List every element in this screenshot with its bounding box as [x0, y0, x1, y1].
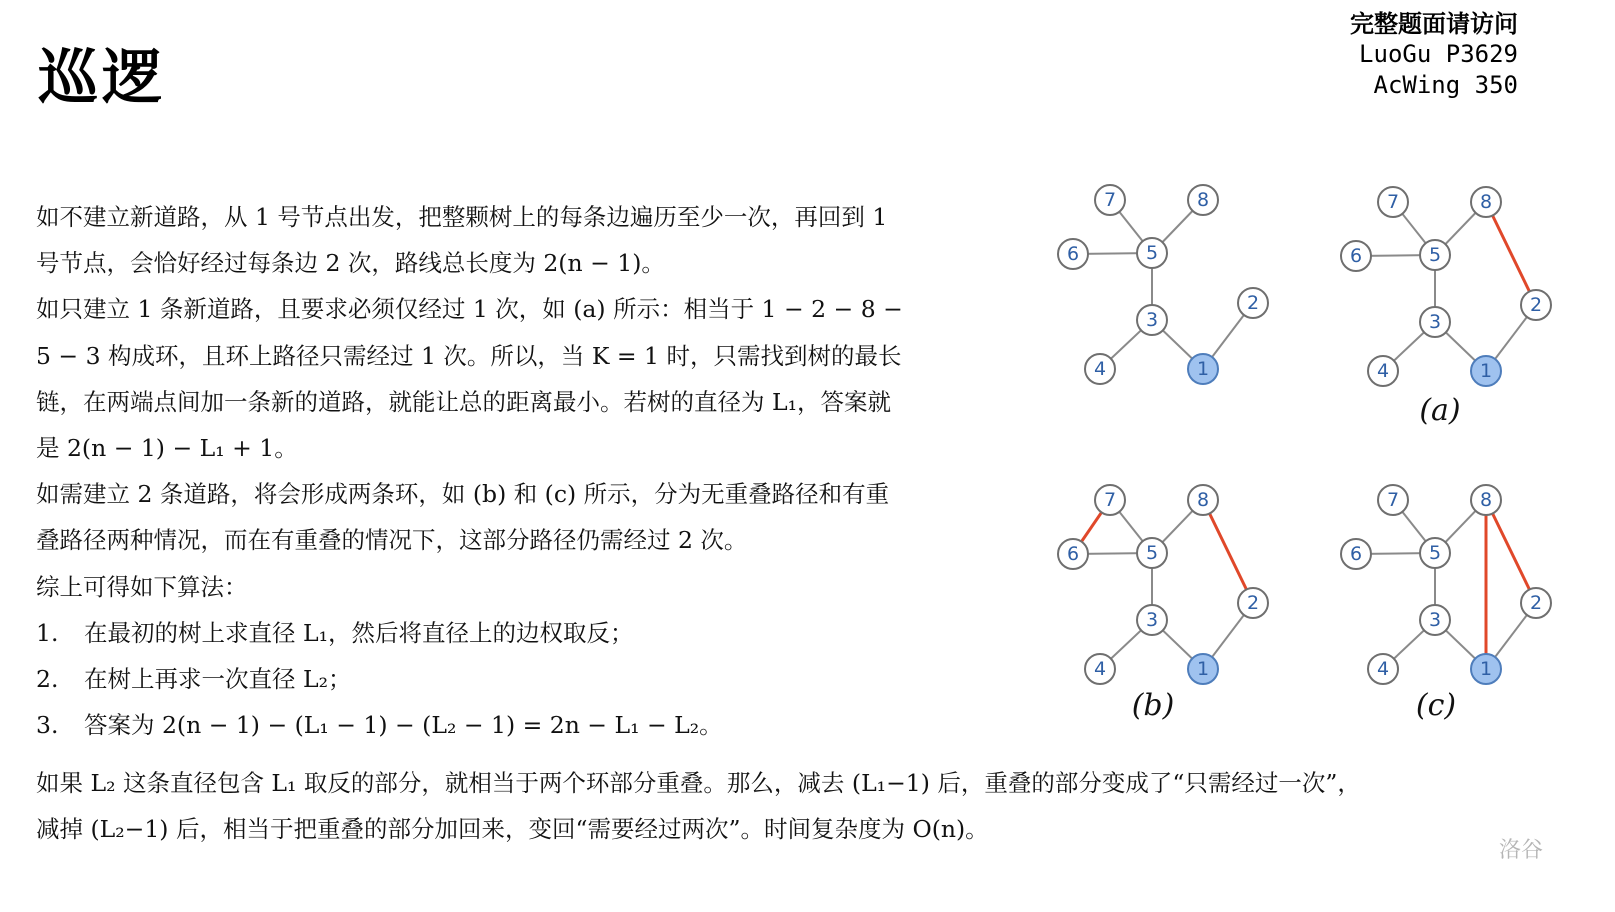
- tree-node: [1521, 290, 1551, 320]
- reference-luogu: LuoGu P3629: [1359, 40, 1518, 68]
- text-line: 如不建立新道路，从 1 号节点出发，把整颗树上的每条边遍历至少一次，再回到 1: [36, 203, 888, 231]
- tree-panel: [1341, 187, 1551, 428]
- tree-node: [1188, 185, 1218, 215]
- tree-node: [1471, 187, 1501, 217]
- step-number: 2.: [36, 665, 59, 694]
- tree-node: [1095, 185, 1125, 215]
- text-line: 是 2(n − 1) − L₁ + 1。: [36, 434, 298, 463]
- step-text: 答案为 2(n − 1) − (L₁ − 1) − (L₂ − 1) = 2n − L₁ − L₂。: [84, 711, 723, 740]
- new-road-edge: [1203, 500, 1253, 603]
- algorithm-step-1: [36, 610, 996, 656]
- node-label: 4: [1376, 360, 1390, 382]
- new-road-edge: [1486, 202, 1536, 305]
- tree-node: [1238, 588, 1268, 618]
- text-line: 链，在两端点间加一条新的道路，就能让总的距离最小。若树的直径为 L₁，答案就: [36, 387, 891, 416]
- node-label: 5: [1428, 542, 1442, 564]
- node-label: 5: [1145, 542, 1159, 564]
- diagram-caption: (a): [1419, 393, 1461, 428]
- node-label: 4: [1093, 658, 1107, 680]
- tree-node: [1137, 238, 1167, 268]
- problem-reference: [1350, 8, 1518, 101]
- watermark-logo: 洛谷: [1498, 838, 1543, 863]
- node-label: 6: [1066, 243, 1080, 265]
- node-label: 8: [1479, 191, 1493, 213]
- node-label: 8: [1479, 489, 1493, 511]
- tree-node: [1095, 485, 1125, 515]
- node-label: 2: [1529, 294, 1543, 316]
- page-title: 巡逻: [38, 43, 166, 113]
- node-label: 8: [1196, 189, 1210, 211]
- node-label: 3: [1428, 609, 1442, 631]
- node-label: 7: [1386, 489, 1400, 511]
- node-label: 7: [1103, 189, 1117, 211]
- tree-node: [1378, 485, 1408, 515]
- node-label: 2: [1246, 292, 1260, 314]
- tree-node: [1238, 288, 1268, 318]
- tree-node: [1188, 485, 1218, 515]
- tree-node: [1368, 356, 1398, 386]
- node-label: 5: [1428, 244, 1442, 266]
- tree-node: [1341, 539, 1371, 569]
- algorithm-step-2: [36, 656, 996, 702]
- tree-diagrams: [1040, 170, 1580, 750]
- node-label: 3: [1145, 609, 1159, 631]
- node-label: 3: [1428, 311, 1442, 333]
- tree-panel: [1058, 185, 1268, 384]
- tree-node: [1137, 305, 1167, 335]
- tree-node: [1137, 538, 1167, 568]
- tree-node: [1137, 605, 1167, 635]
- text-line: 号节点，会恰好经过每条边 2 次，路线总长度为 2(n − 1)。: [36, 249, 665, 278]
- new-road-edge: [1486, 500, 1536, 603]
- tree-node: [1188, 354, 1218, 384]
- tree-node: [1521, 588, 1551, 618]
- tree-node: [1085, 354, 1115, 384]
- tree-node: [1341, 241, 1371, 271]
- reference-acwing: AcWing 350: [1373, 71, 1518, 99]
- node-label: 7: [1103, 489, 1117, 511]
- tree-node: [1058, 239, 1088, 269]
- text-line: 如需建立 2 条道路，将会形成两条环，如 (b) 和 (c) 所示，分为无重叠路径和有重: [36, 480, 890, 509]
- diagram-caption: (c): [1415, 688, 1457, 723]
- text-line: 如只建立 1 条新道路，且要求必须仅经过 1 次，如 (a) 所示：相当于 1 − 2 − 8 −: [36, 295, 903, 324]
- tree-node: [1085, 654, 1115, 684]
- tree-panel: [1341, 485, 1551, 723]
- tree-node: [1058, 539, 1088, 569]
- node-label: 1: [1479, 360, 1493, 382]
- node-label: 7: [1386, 191, 1400, 213]
- tree-node: [1471, 654, 1501, 684]
- node-label: 1: [1196, 658, 1210, 680]
- node-label: 8: [1196, 489, 1210, 511]
- closing-text: [36, 760, 1556, 852]
- diagram-caption: (b): [1131, 688, 1175, 723]
- node-label: 6: [1349, 245, 1363, 267]
- tree-node: [1378, 187, 1408, 217]
- step-text: 在树上再求一次直径 L₂；: [84, 665, 352, 694]
- text-line: 减掉 (L₂−1) 后，相当于把重叠的部分加回来，变回“需要经过两次”。时间复杂度为 O(n)。: [36, 815, 989, 844]
- tree-node: [1420, 605, 1450, 635]
- tree-node: [1368, 654, 1398, 684]
- node-label: 2: [1246, 592, 1260, 614]
- node-label: 1: [1479, 658, 1493, 680]
- step-number: 1.: [36, 618, 59, 647]
- node-label: 3: [1145, 309, 1159, 331]
- tree-node: [1420, 240, 1450, 270]
- step-text: 在最初的树上求直径 L₁，然后将直径上的边权取反；: [84, 618, 634, 647]
- tree-node: [1471, 356, 1501, 386]
- reference-heading: 完整题面请访问: [1350, 9, 1518, 38]
- tree-panel: [1058, 485, 1268, 723]
- tree-node: [1188, 654, 1218, 684]
- text-line: 叠路径两种情况，而在有重叠的情况下，这部分路径仍需经过 2 次。: [36, 526, 748, 555]
- text-line: 5 − 3 构成环，且环上路径只需经过 1 次。所以，当 K = 1 时，只需找到树的最长: [36, 341, 902, 370]
- text-line: 如果 L₂ 这条直径包含 L₁ 取反的部分，就相当于两个环部分重叠。那么，减去 (L₁−1) 后，重叠的部分变成了“只需经过一次”，: [36, 769, 1361, 797]
- algorithm-step-3: [36, 702, 996, 748]
- node-label: 2: [1529, 592, 1543, 614]
- node-label: 4: [1093, 358, 1107, 380]
- step-number: 3.: [36, 711, 59, 740]
- node-label: 6: [1349, 543, 1363, 565]
- text-line: 综上可得如下算法：: [36, 572, 248, 601]
- tree-node: [1471, 485, 1501, 515]
- explanation-text: [36, 194, 996, 748]
- node-label: 4: [1376, 658, 1390, 680]
- tree-node: [1420, 307, 1450, 337]
- tree-node: [1420, 538, 1450, 568]
- node-label: 1: [1196, 358, 1210, 380]
- node-label: 5: [1145, 242, 1159, 264]
- node-label: 6: [1066, 543, 1080, 565]
